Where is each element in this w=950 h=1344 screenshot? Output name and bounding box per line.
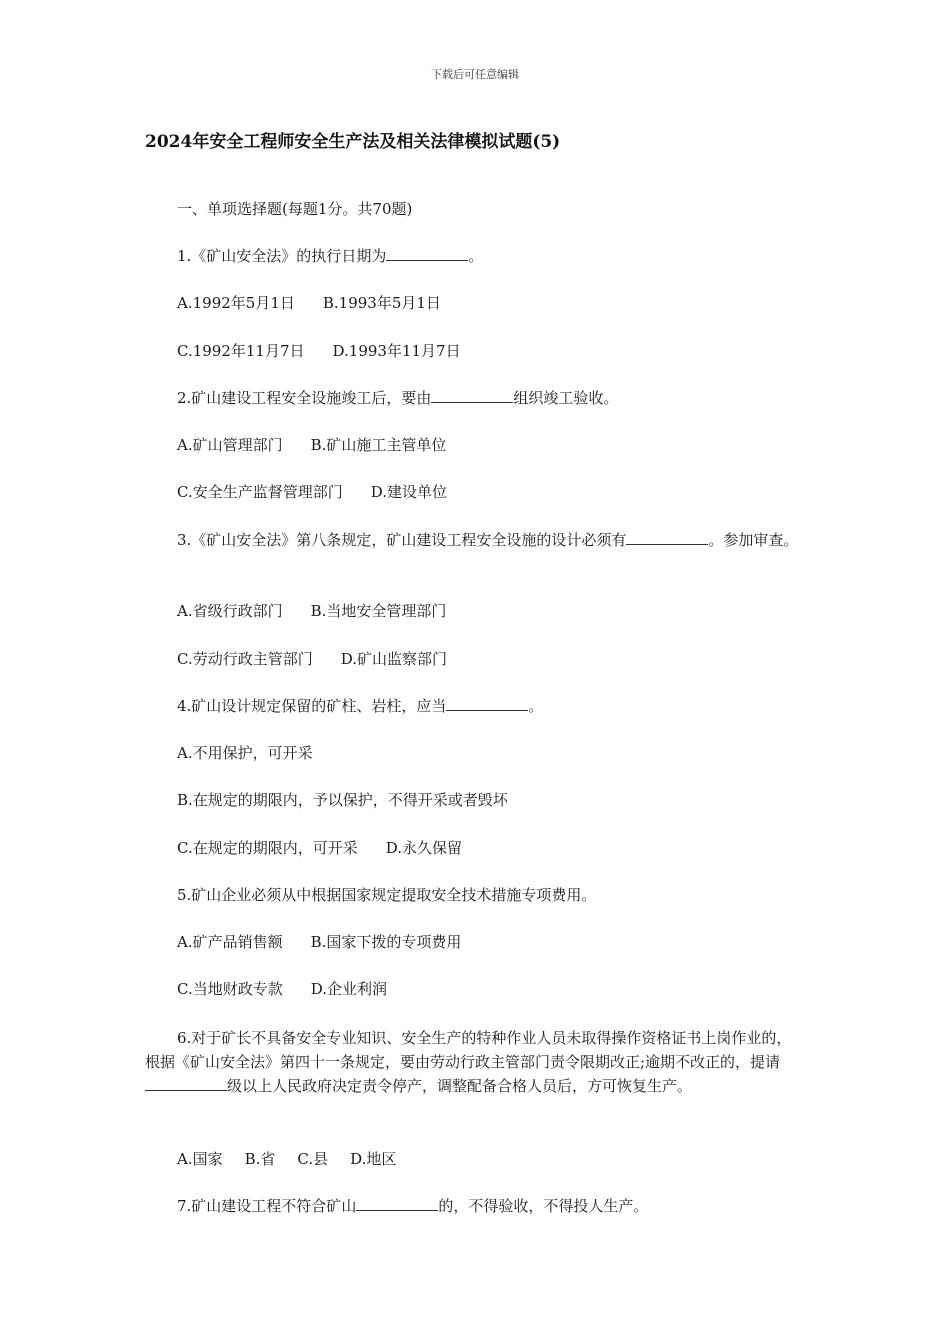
option-a: A.1992年5月1日 <box>177 294 295 312</box>
question-text-end: 的，不得验收，不得投人生产。 <box>438 1197 649 1215</box>
question-text: 3.《矿山安全法》第八条规定，矿山建设工程安全设施的设计必须有 <box>177 531 627 549</box>
option-b: B.1993年5月1日 <box>322 294 441 312</box>
question-text: 1.《矿山安全法》的执行日期为 <box>177 247 387 265</box>
question-7 <box>177 1195 648 1218</box>
option-c: C.1992年11月7日 <box>177 342 305 360</box>
header-note: 下载后可任意编辑 <box>431 68 519 81</box>
question-6 <box>145 1026 805 1098</box>
option-a: A.国家 <box>177 1150 223 1168</box>
question-text-end: 级以上人民政府决定责令停产，调整配备合格人员后，方可恢复生产。 <box>227 1077 693 1095</box>
question-text: 2.矿山建设工程安全设施竣工后，要由 <box>177 389 432 407</box>
question-text-end: 。 <box>528 697 544 715</box>
answer-blank <box>626 530 708 545</box>
question-1-options-row-1 <box>177 292 441 315</box>
question-2-options-row-1 <box>177 434 446 457</box>
question-text-end: 。参加审查。 <box>708 531 799 549</box>
option-c: C.当地财政专款 <box>177 980 283 998</box>
answer-blank <box>386 246 468 261</box>
option-c: C.安全生产监督管理部门 <box>177 483 343 501</box>
option-c: C.在规定的期限内，可开采 <box>177 839 358 857</box>
question-text: 6.对于矿长不具备安全专业知识、安全生产的特种作业人员未取得操作资格证书上岗作业的，根据《矿山安全法》第四十一条规定，要由劳动行政主管部门责令限期改正;逾期不改正的，提请 <box>145 1029 792 1071</box>
option-d: D.矿山监察部门 <box>340 650 447 668</box>
option-d: D.企业利润 <box>310 980 387 998</box>
question-text-end: 组织竣工验收。 <box>513 389 619 407</box>
question-text: 4.矿山设计规定保留的矿柱、岩柱，应当 <box>177 697 447 715</box>
document-title: 2024年安全工程师安全生产法及相关法律模拟试题(5) <box>145 132 561 152</box>
answer-blank <box>431 388 513 403</box>
option-a: A.矿山管理部门 <box>177 436 283 454</box>
option-d: D.地区 <box>350 1150 397 1168</box>
option-d: D.1993年11月7日 <box>332 342 461 360</box>
question-3 <box>145 528 805 552</box>
question-5: 5.矿山企业必须从中根据国家规定提取安全技术措施专项费用。 <box>177 886 597 904</box>
question-3-options-row-1 <box>177 600 446 623</box>
option-a: A.矿产品销售额 <box>177 933 283 951</box>
question-4-option-b: B.在规定的期限内，予以保护，不得开采或者毁坏 <box>177 791 508 809</box>
answer-blank <box>145 1076 227 1091</box>
question-text: 7.矿山建设工程不符合矿山 <box>177 1197 357 1215</box>
question-4-option-a: A.不用保护，可开采 <box>177 744 313 762</box>
option-b: B.国家下拨的专项费用 <box>310 933 462 951</box>
option-d: D.建设单位 <box>370 483 447 501</box>
question-text-end: 。 <box>468 247 484 265</box>
question-1 <box>177 245 483 268</box>
answer-blank <box>356 1196 438 1211</box>
question-3-options-row-2 <box>177 648 447 671</box>
section-heading: 一、单项选择题(每题1分。共70题) <box>177 200 413 218</box>
question-4 <box>177 695 543 718</box>
question-5-options-row-1 <box>177 931 461 954</box>
question-2 <box>177 387 618 410</box>
question-6-options <box>177 1148 396 1171</box>
option-d: D.永久保留 <box>385 839 462 857</box>
option-b: B.省 <box>244 1150 276 1168</box>
question-4-options-row-3 <box>177 837 462 860</box>
option-c: C.县 <box>297 1150 329 1168</box>
option-b: B.矿山施工主管单位 <box>310 436 447 454</box>
answer-blank <box>446 696 528 711</box>
question-2-options-row-2 <box>177 481 447 504</box>
option-a: A.省级行政部门 <box>177 602 283 620</box>
question-5-options-row-2 <box>177 978 387 1001</box>
option-b: B.当地安全管理部门 <box>310 602 447 620</box>
option-c: C.劳动行政主管部门 <box>177 650 313 668</box>
question-1-options-row-2 <box>177 340 461 363</box>
